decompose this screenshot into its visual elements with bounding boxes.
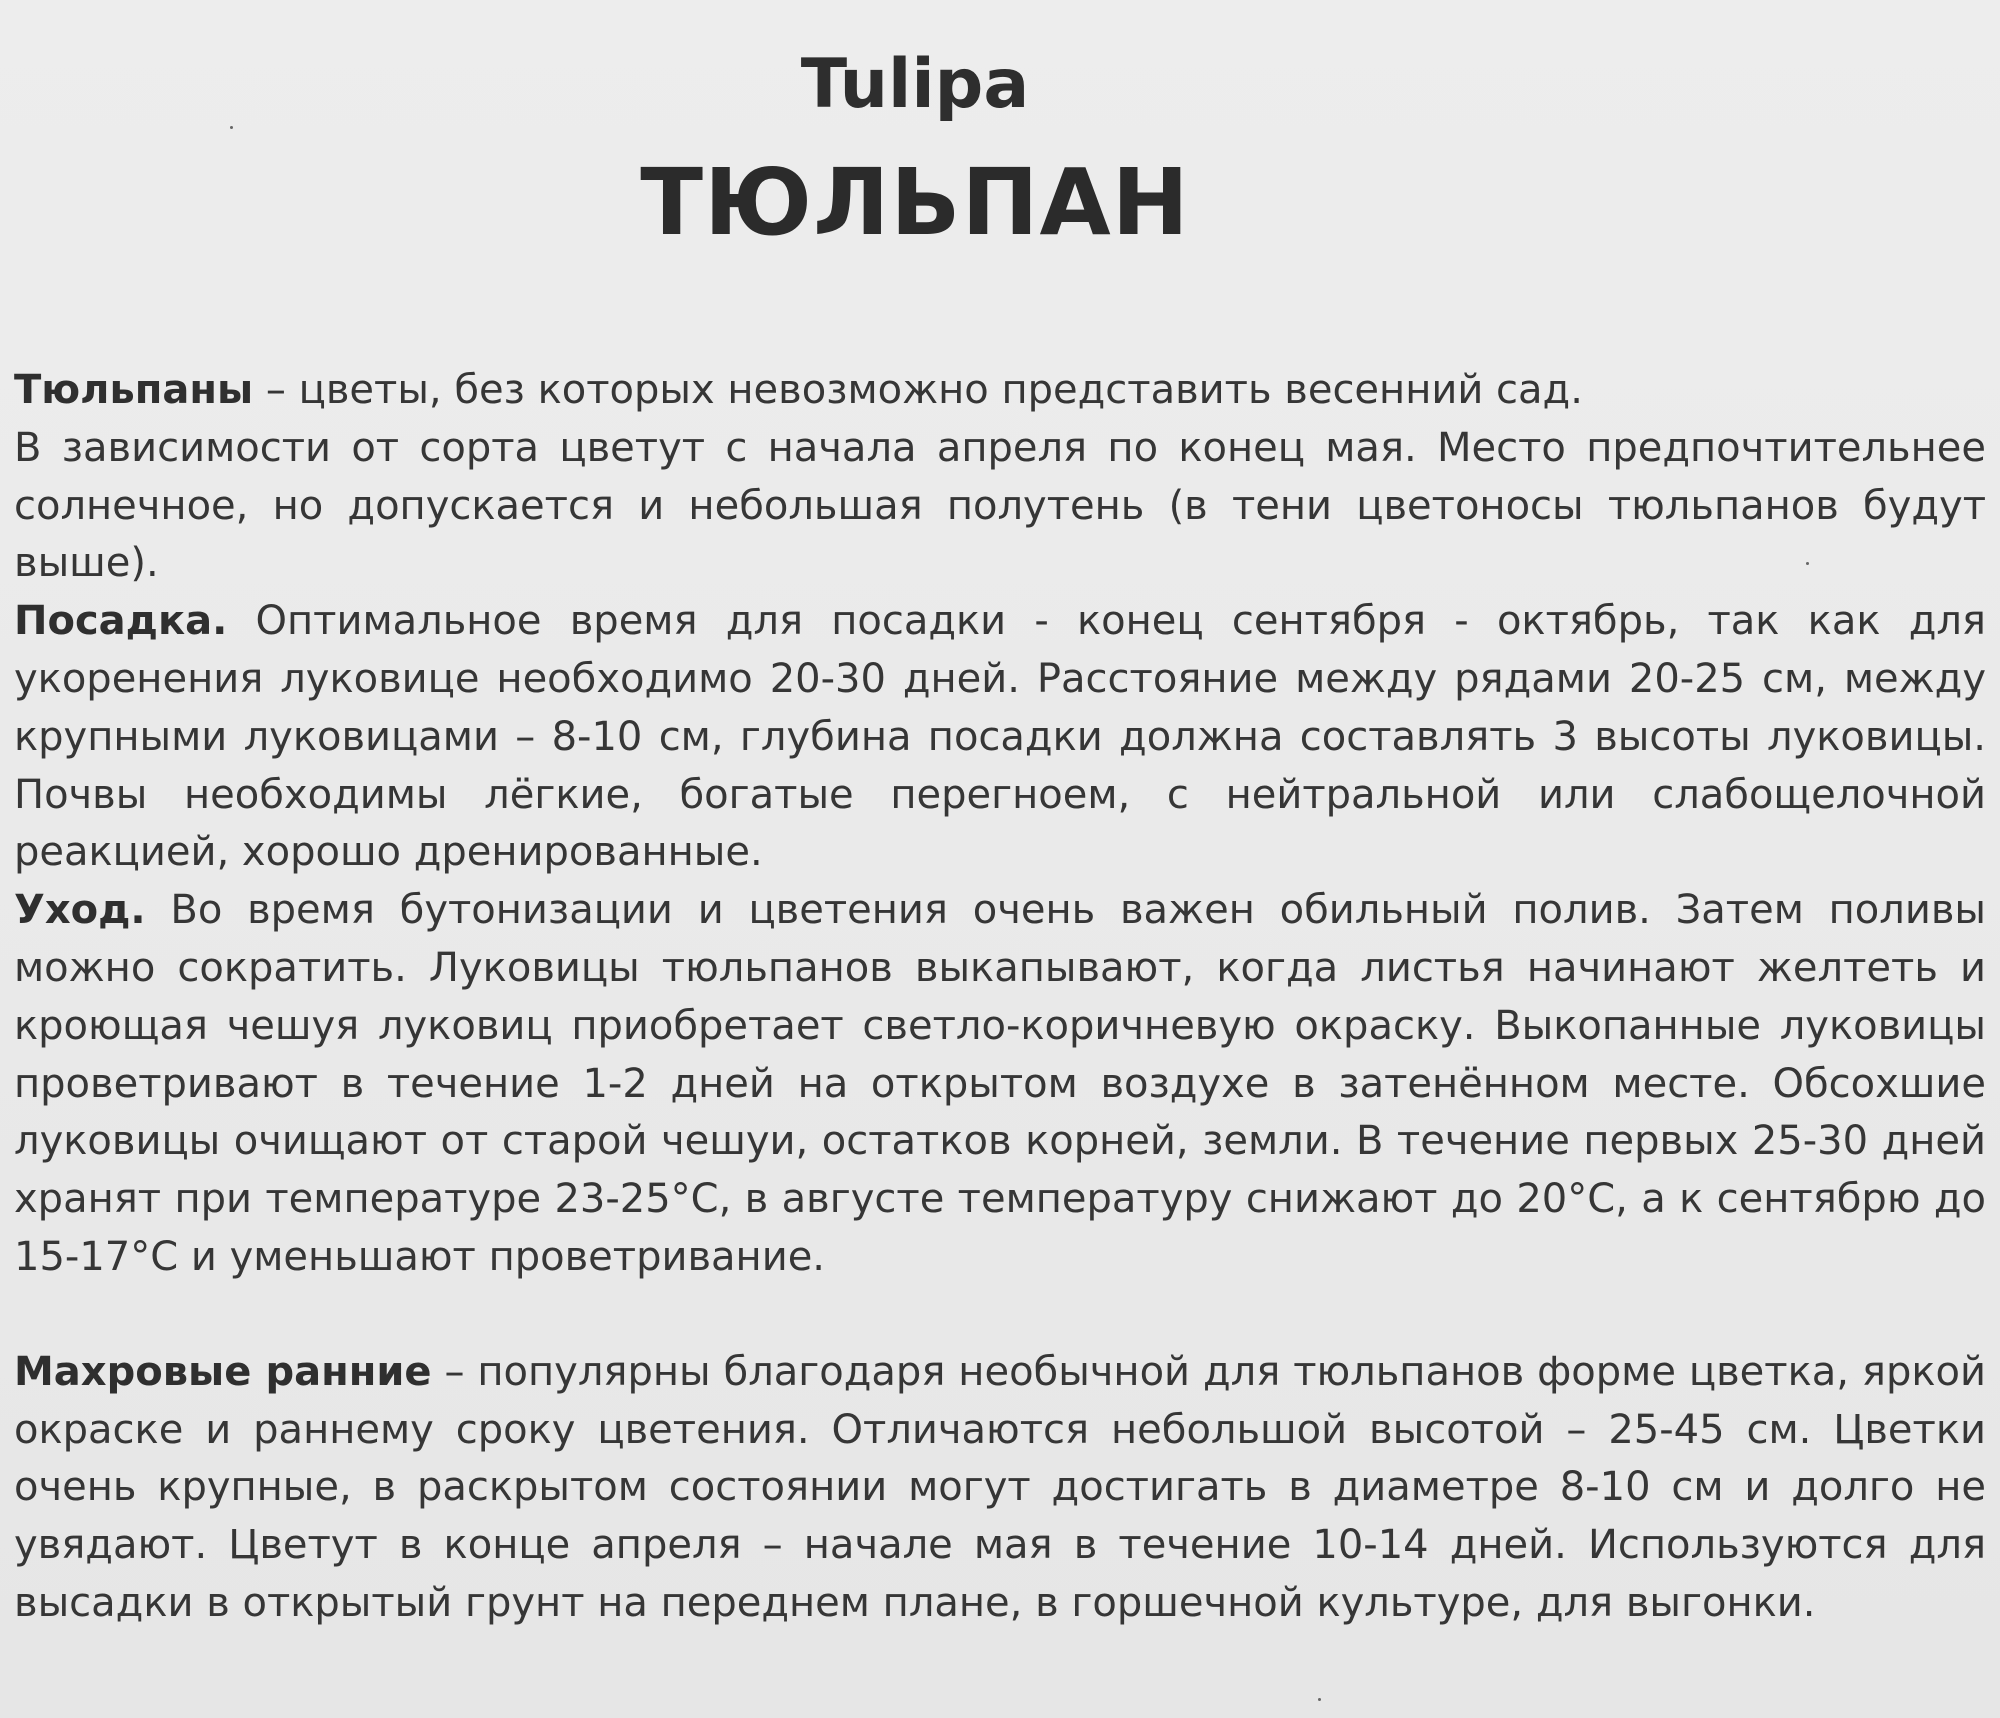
planting-term: Посадка.: [14, 598, 228, 645]
description-text: [14, 362, 1986, 1633]
care-text: Во время бутонизации и цветения очень важен обильный полив. Затем поливы можно сократить. Луковицы тюльпанов выкапывают, когда листья начинают желтеть и кроющая чешуя луковиц приобретает светло-коричневую окраску. Выкопанные луковицы проветривают в течение 1-2 дней на открытом воздухе в затенённом месте. Обсохшие луковицы очищают от старой чешуи, остатков корней, земли. В течение первых 25-30 дней хранят при температуре 23-25°С, в августе температуру снижают до 20°С, а к сентябрю до 15-17°С и уменьшают проветривание.: [14, 887, 1986, 1280]
paper-speck: [230, 126, 233, 129]
bloom-paragraph: [14, 420, 1986, 593]
russian-title: ТЮЛЬПАН: [640, 149, 1190, 256]
double-early-term: Махровые ранние: [14, 1348, 432, 1395]
double-early-paragraph: [14, 1344, 1986, 1633]
double-early-text: – популярны благодаря необычной для тюльпанов форме цветка, яркой окраске и раннему сроку цветения. Отличаются небольшой высотой – 25-45 см. Цветки очень крупные, в раскрытом состоянии могут достигать в диаметре 8-10 см и долго не увядают. Цветут в конце апреля – начале мая в течение 10-14 дней. Используются для высадки в открытый грунт на переднем плане, в горшечной культуре, для выгонки.: [14, 1348, 1986, 1626]
intro-term: Тюльпаны: [14, 367, 254, 413]
latin-title: Tulipa: [800, 45, 1030, 124]
bloom-text: В зависимости от сорта цветут с начала апреля по конец мая. Место предпочтительнее солнечное, но допускается и небольшая полутень (в тени цветоносы тюльпанов будут выше).: [14, 424, 1986, 587]
intro-text: – цветы, без которых невозможно представить весенний сад.: [253, 367, 1583, 413]
planting-paragraph: [14, 593, 1986, 882]
intro-paragraph: [14, 362, 1986, 420]
planting-text: Оптимальное время для посадки - конец сентября - октябрь, так как для укоренения луковице необходимо 20-30 дней. Расстояние между рядами 20-25 см, между крупными луковицами – 8-10 см, глубина посадки должна составлять 3 высоты луковицы. Почвы необходимы лёгкие, богатые перегноем, с нейтральной или слабощелочной реакцией, хорошо дренированные.: [14, 598, 1986, 876]
paragraph-spacer: [14, 1287, 1986, 1344]
care-term: Уход.: [14, 887, 146, 934]
care-paragraph: [14, 882, 1986, 1287]
paper-speck: [1318, 1698, 1321, 1701]
paper-speck: [1806, 562, 1809, 565]
